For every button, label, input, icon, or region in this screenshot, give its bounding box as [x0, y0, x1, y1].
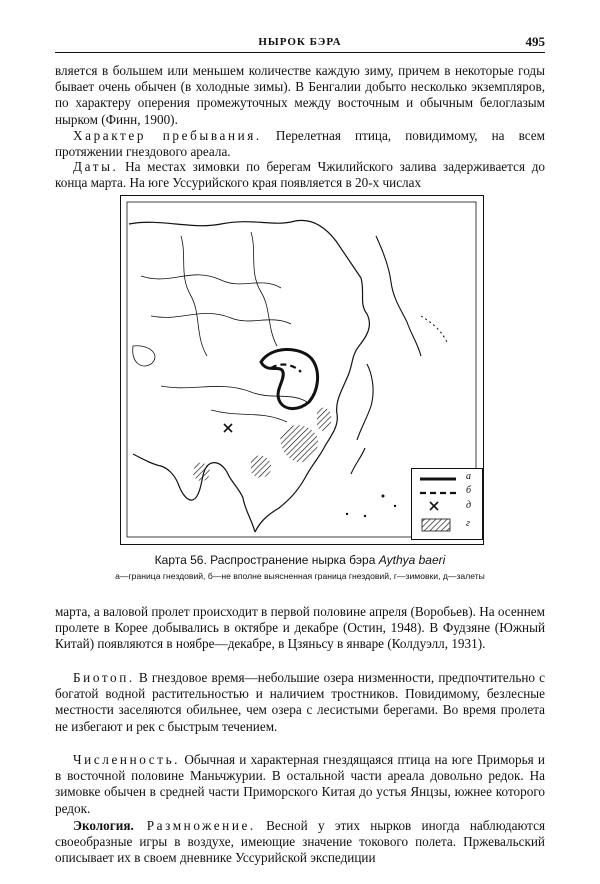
paragraph-abundance [55, 752, 545, 817]
breeding-boundary [261, 349, 318, 408]
lake [133, 346, 155, 366]
map-caption [55, 553, 545, 567]
island-chain [421, 316, 447, 342]
legend-label-a: а [466, 471, 471, 482]
paragraph-biotope [55, 670, 545, 735]
river-6 [211, 410, 287, 422]
running-header [55, 34, 545, 53]
paragraph-character-of-stay [55, 128, 545, 160]
section-lead-dates: Даты. [73, 159, 119, 174]
section-lead-reproduction: Размножение. [133, 818, 256, 833]
section-text-biotope: В гнездовое время—небольшие озера низменности, предпочтительно с богатой водной растительностью и наличием тростников. Повидимому, безлесные местности заселяются обильнее, чем озера с лесистыми берегами. Во время пролета не избегают и рек с быстрым течением. [55, 670, 545, 734]
paragraph-dates-continued: марта, а валовой пролет происходит в первой половине апреля (Воробьев). На осеннем пролете в Корее добывались в октябре и декабре (Остин, 1948). В Фудзяне (Южный Китай) появляются в ноябре—декабре, в Цзяньсу в январе (Колдуэлл, 1931). [55, 604, 545, 652]
section-text-dates: На местах зимовки по берегам Чжилийского залива задерживается до конца марта. На юге Уссурийского края появляется в 20-х числах [55, 159, 545, 191]
running-title: НЫРОК БЭРА [258, 36, 342, 48]
caption-species: Aythya baeri [378, 553, 446, 567]
paragraph-dates [55, 159, 545, 191]
section-lead-character: Характер пребывания. [73, 128, 262, 143]
section-text-ecology: Весной у этих нырков иногда наблюдаются своеобразные игры в воздухе, имеющие значение токового полета. Пржевальский описывает их в своем дневнике Уссурийской экспедиции [55, 818, 546, 866]
legend-symbol-cross [430, 502, 438, 510]
coastline [129, 220, 369, 532]
river-1 [141, 275, 281, 288]
legend-symbol-hatch [422, 519, 450, 531]
river-4 [251, 232, 277, 346]
japan-islands [351, 364, 373, 474]
section-text-character: Перелетная птица, повидимому, на всем протяжении гнездового ареала. [55, 128, 545, 160]
page-number: 495 [525, 34, 545, 49]
legend-label-g: г [466, 518, 470, 529]
map-legend [411, 468, 483, 540]
wintering-area-china [280, 425, 318, 462]
distribution-map [120, 195, 484, 545]
section-text-abundance: Обычная и характерная гнездящаяся птица на юге Приморья и в восточной половине Маньчжурии. В остальной части ареала довольно редок. На зимовке обычен в средней части Приморского Китая до устья Янцзы, южнее которого редок. [55, 752, 545, 816]
section-lead-abundance: Численность. [73, 752, 181, 767]
caption-title: Карта 56. Распространение нырка бэра [154, 553, 379, 567]
wintering-area-india [193, 463, 210, 481]
section-lead-ecology: Экология. [73, 818, 134, 833]
section-lead-biotope: Биотоп. [73, 670, 135, 685]
paragraph-continuation: вляется в большем или меньшем количестве каждую зиму, причем в некоторые годы бывает очень обычен (в холодные зимы). В Бенгалии добыто несколько экземпляров, по характеру оперения промежуточных между восточным и обычным белоглазым нырком (Финн, 1900). [55, 63, 545, 127]
map-legend-caption: а—граница гнездовий, б—не вполне выясненная граница гнездовий, г—зимовки, д—залеты [115, 571, 485, 581]
northeast-coast [376, 236, 421, 356]
legend-label-b: б [466, 485, 472, 496]
wintering-area-south [251, 456, 271, 478]
vagrant-record-1 [224, 424, 232, 432]
paragraph-ecology [55, 818, 545, 867]
river-3 [181, 236, 207, 356]
wintering-area-korea [317, 408, 331, 431]
river-5 [161, 386, 307, 402]
legend-label-d: д [466, 500, 472, 511]
